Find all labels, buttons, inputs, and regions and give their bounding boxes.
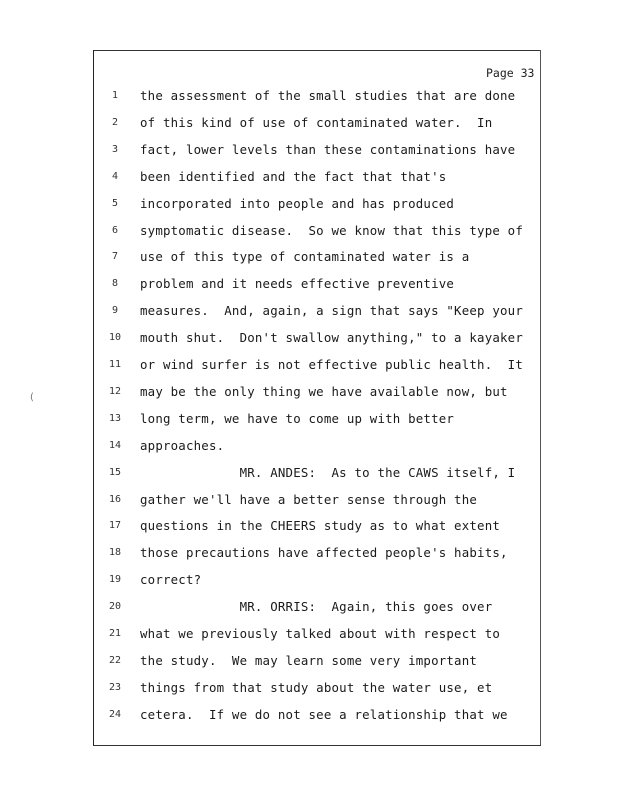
line-number: 12 <box>108 385 122 397</box>
line-number: 3 <box>111 143 119 155</box>
transcript-line: mouth shut. Don't swallow anything," to a kayaker <box>140 330 523 346</box>
transcript-line: MR. ORRIS: Again, this goes over <box>140 599 493 615</box>
transcript-line: gather we'll have a better sense through the <box>140 491 478 507</box>
page-number: Page 33 <box>486 66 535 80</box>
line-number: 5 <box>111 197 119 209</box>
transcript-line: measures. And, again, a sign that says "Keep your <box>140 303 523 319</box>
line-number: 23 <box>108 681 122 693</box>
line-number: 8 <box>111 278 119 290</box>
line-number: 17 <box>108 520 122 532</box>
line-number: 21 <box>108 628 122 639</box>
transcript-line: approaches. <box>140 437 225 453</box>
transcript-line: or wind surfer is not effective public health. It <box>140 357 523 372</box>
line-number: 20 <box>108 601 122 613</box>
line-number: 10 <box>108 332 122 344</box>
transcript-line: fact, lower levels than these contaminations have <box>140 141 516 157</box>
transcript-line: things from that study about the water use, et <box>140 679 493 695</box>
line-number: 6 <box>111 224 119 236</box>
line-number: 22 <box>108 654 122 666</box>
transcript-line: of this kind of use of contaminated water. In <box>140 114 493 130</box>
line-number: 15 <box>108 466 122 478</box>
line-number: 9 <box>111 305 119 317</box>
line-number: 11 <box>108 359 122 370</box>
transcript-line: incorporated into people and has produced <box>140 195 455 211</box>
page-border-top <box>93 50 541 51</box>
line-number: 19 <box>108 574 122 586</box>
line-number: 18 <box>108 547 122 559</box>
transcript-line: symptomatic disease. So we know that this type of <box>140 222 523 238</box>
line-number: 13 <box>108 412 122 424</box>
line-number: 4 <box>111 170 119 182</box>
line-number: 2 <box>111 116 119 128</box>
page-border-left <box>93 50 94 745</box>
transcript-line: problem and it needs effective preventive <box>140 276 455 292</box>
transcript-line: questions in the CHEERS study as to what extent <box>140 518 501 534</box>
transcript-line: long term, we have to come up with better <box>140 410 455 426</box>
line-number: 1 <box>111 90 119 101</box>
transcript-line: the study. We may learn some very important <box>140 652 478 668</box>
line-number: 24 <box>108 708 122 720</box>
page-border-right <box>540 50 541 745</box>
transcript-line: what we previously talked about with respect to <box>140 626 501 641</box>
transcript-line: use of this type of contaminated water is a <box>140 249 470 265</box>
transcript-line: MR. ANDES: As to the CAWS itself, I <box>140 464 516 480</box>
transcript-line: been identified and the fact that that's <box>140 168 447 184</box>
transcript-line: cetera. If we do not see a relationship that we <box>140 706 508 722</box>
line-number: 14 <box>108 439 122 451</box>
transcript-line: correct? <box>140 572 202 588</box>
transcript-line: may be the only thing we have available now, but <box>140 383 508 399</box>
transcript-line: those precautions have affected people's habits, <box>140 545 508 561</box>
line-number: 7 <box>111 251 119 263</box>
page-border-bottom <box>93 745 541 746</box>
transcript-line: the assessment of the small studies that are done <box>140 88 516 103</box>
line-number: 16 <box>108 493 122 505</box>
margin-mark-icon: ( <box>30 392 34 403</box>
